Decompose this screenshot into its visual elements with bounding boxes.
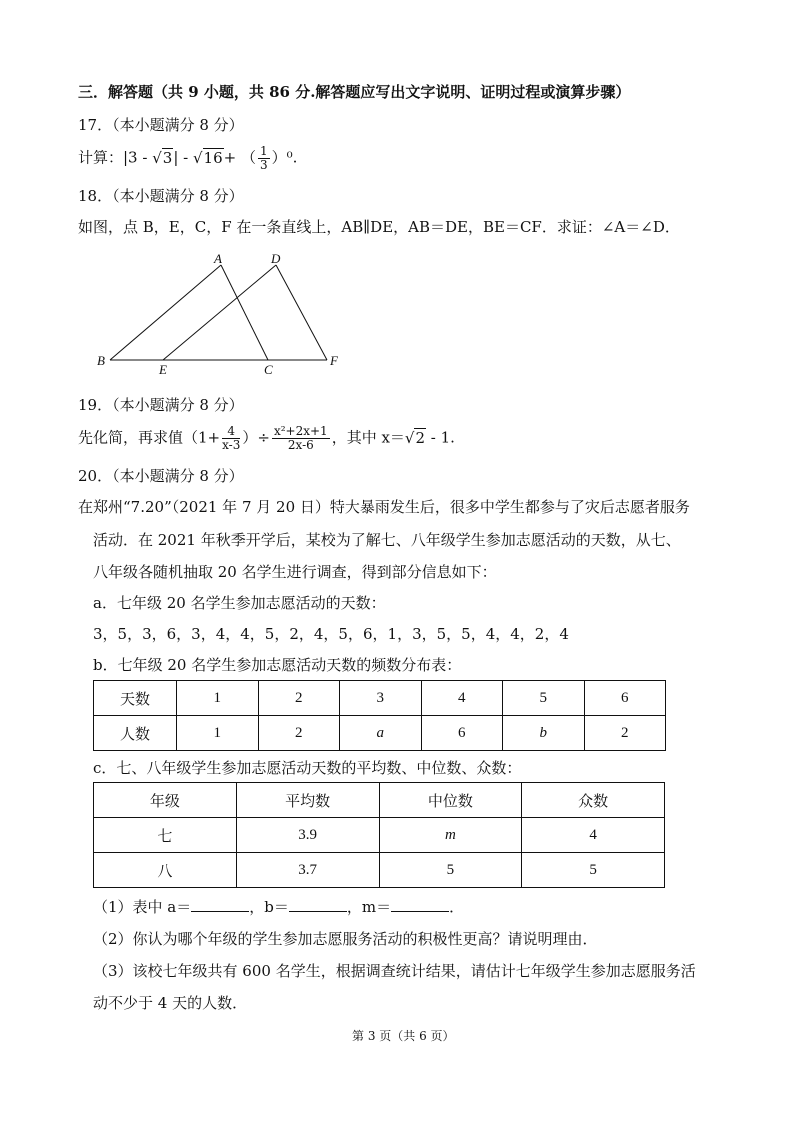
table-cell: 4 [421, 681, 503, 716]
q18-figure [90, 250, 350, 380]
q20-header: 20．（本小题满分 8 分） [78, 467, 244, 485]
q18-header: 18．（本小题满分 8 分） [78, 187, 244, 205]
q20-intro-3: 八年级各随机抽取 20 名学生进行调查，得到部分信息如下： [93, 563, 497, 581]
q19-sqrt2: √2 [404, 428, 426, 447]
q17-expression [78, 145, 297, 172]
q19-fraction-1: $\frac{4}{x-3}$ [222, 424, 241, 452]
table-cell: b [503, 716, 585, 751]
table-row [94, 818, 665, 853]
table-cell: 2 [258, 681, 340, 716]
label-e: E [159, 362, 167, 377]
q19-mid: ）÷ [242, 428, 270, 447]
q17-fraction: $\frac{1}{3}$ [259, 144, 268, 172]
q20-a-label: a．七年级 20 名学生参加志愿活动的天数： [93, 594, 386, 612]
label-d: D [271, 251, 281, 266]
q20-sub1-c: ，m＝ [346, 898, 392, 916]
table-cell: 5 [379, 853, 522, 888]
q20-c-label: c．七、八年级学生参加志愿活动天数的平均数、中位数、众数： [93, 759, 522, 777]
table-header-cell: 平均数 [236, 783, 379, 818]
q20-sub3-line2: 动不少于 4 天的人数． [93, 994, 248, 1012]
table-row [94, 716, 666, 751]
q20-sub1-b: ，b＝ [249, 898, 289, 916]
table-cell: 3.7 [236, 853, 379, 888]
q19-suffix-b: - 1. [426, 428, 455, 447]
table-cell: 七 [94, 818, 237, 853]
q17-plus: + （ [223, 148, 256, 167]
stats-table [93, 782, 665, 888]
q20-sub1-a: （1）表中 a＝ [93, 898, 192, 916]
segment-ab [110, 265, 221, 360]
table-header-cell: 中位数 [379, 783, 522, 818]
q17-header: 17．（本小题满分 8 分） [78, 116, 244, 134]
q19-fraction-2: $\frac{\text{x²+2x+1}}{2x-6}$ [273, 424, 328, 452]
section-title: 三．解答题（共 9 小题，共 86 分.解答题应写出文字说明、证明过程或演算步骤） [78, 83, 631, 101]
page-footer: 第 3 页（共 6 页） [352, 1029, 455, 1043]
table-cell: 2 [584, 716, 666, 751]
table-header-cell: 年级 [94, 783, 237, 818]
table-cell: 3.9 [236, 818, 379, 853]
q19-header: 19．（本小题满分 8 分） [78, 396, 244, 414]
q20-sub2: （2）你认为哪个年级的学生参加志愿服务活动的积极性更高？请说明理由． [93, 930, 598, 948]
table-row [94, 783, 665, 818]
q19-prefix: 先化简，再求值（1+ [78, 428, 221, 447]
q17-tail: ）⁰. [271, 148, 298, 167]
q17-calc-prefix: 计算：|3 - [78, 148, 153, 167]
table-row [94, 853, 665, 888]
q20-b-label: b．七年级 20 名学生参加志愿活动天数的频数分布表： [93, 656, 462, 674]
table-cell: a [340, 716, 422, 751]
label-a: A [214, 251, 222, 266]
q17-sqrt3: √3 [152, 148, 173, 167]
table-cell: 2 [258, 716, 340, 751]
q18-text: 如图，点 B，E，C，F 在一条直线上，AB∥DE，AB＝DE，BE＝CF．求证：∠A＝∠D． [78, 218, 680, 236]
table-cell: 6 [584, 681, 666, 716]
table-cell: m [379, 818, 522, 853]
q19-suffix-a: ，其中 x＝ [331, 428, 405, 447]
table-cell: 3 [340, 681, 422, 716]
answer-blank-b [289, 897, 347, 912]
q20-sub3-line1: （3）该校七年级共有 600 名学生，根据调查统计结果，请估计七年级学生参加志愿服务活 [93, 962, 696, 980]
table-cell: 1 [177, 681, 259, 716]
label-b: B [97, 353, 105, 368]
label-f: F [330, 353, 338, 368]
answer-blank-a [191, 897, 249, 912]
segment-ac [221, 265, 268, 360]
table-cell: 6 [421, 716, 503, 751]
answer-blank-m [391, 897, 449, 912]
q20-sub1-d: ． [449, 898, 465, 916]
q20-intro-1: 在郑州“7.20”（2021 年 7 月 20 日）特大暴雨发生后，很多中学生都参与了灾后志愿者服务 [78, 498, 690, 516]
segment-ed [163, 265, 276, 360]
table-cell: 4 [522, 818, 665, 853]
frequency-table [93, 680, 666, 751]
table-cell: 5 [522, 853, 665, 888]
table-cell: 5 [503, 681, 585, 716]
table-cell: 人数 [94, 716, 177, 751]
table-cell: 八 [94, 853, 237, 888]
table-header-cell: 众数 [522, 783, 665, 818]
table-cell: 1 [177, 716, 259, 751]
table-row [94, 681, 666, 716]
q20-a-data: 3，5，3，6，3，4，4，5，2，4，5，6，1，3，5，5，4，4，2，4 [93, 625, 569, 643]
segment-df [276, 265, 327, 360]
q17-sqrt16: √16 [192, 148, 223, 167]
label-c: C [264, 362, 273, 377]
q20-intro-2: 活动．在 2021 年秋季开学后，某校为了解七、八年级学生参加志愿活动的天数，从七、 [93, 531, 681, 549]
q17-abs-close: | - [173, 148, 193, 167]
q19-expression [78, 425, 455, 452]
q20-sub1 [93, 897, 464, 917]
table-cell: 天数 [94, 681, 177, 716]
